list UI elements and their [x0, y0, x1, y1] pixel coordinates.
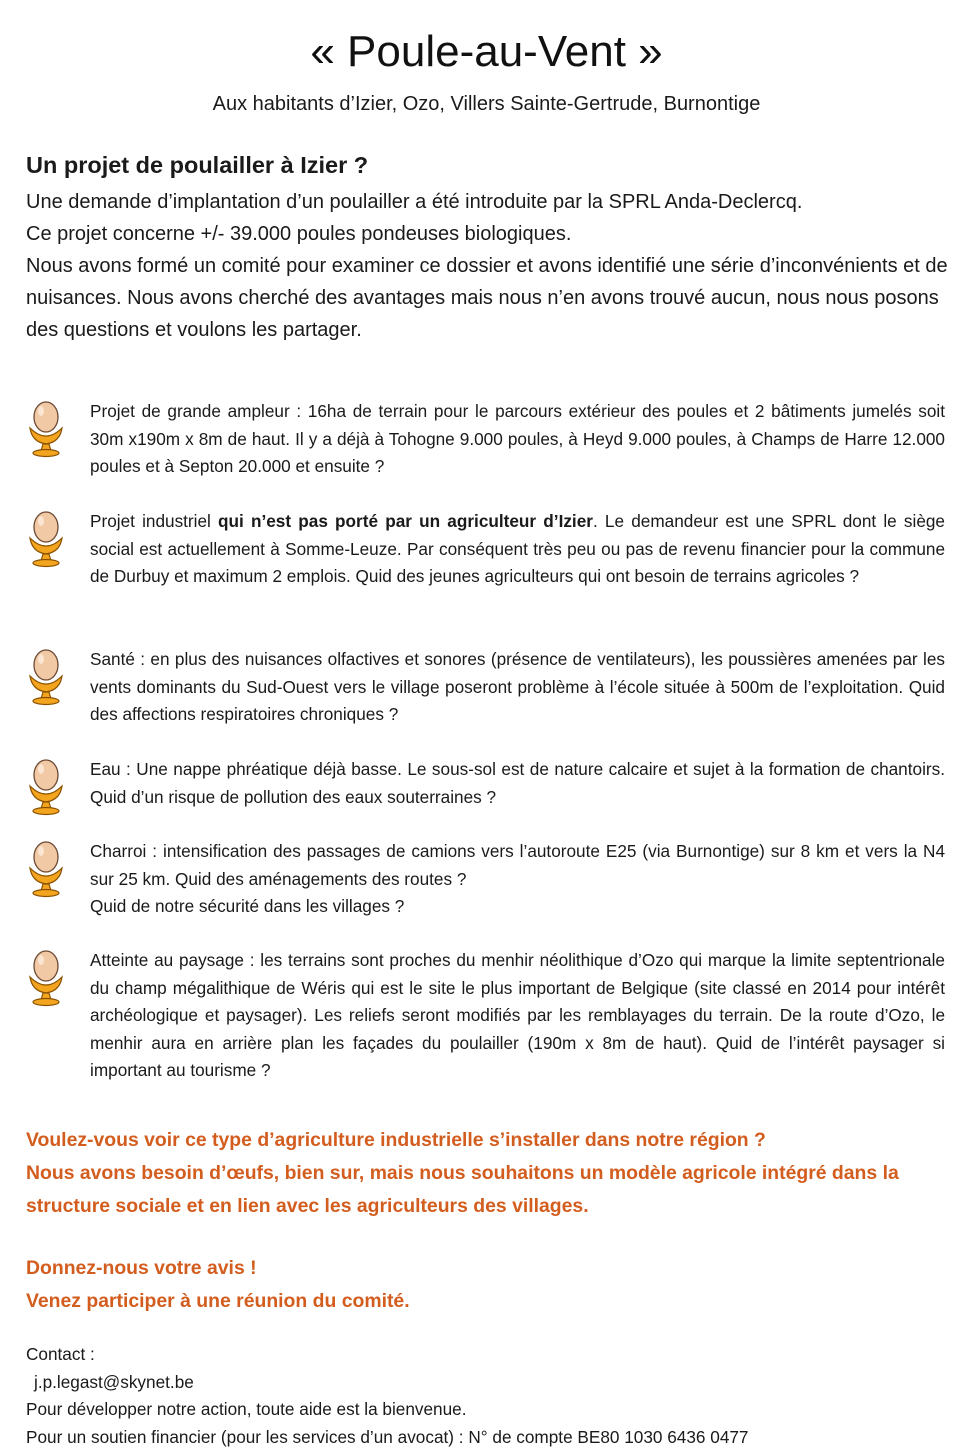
page-title: « Poule-au-Vent »	[0, 26, 973, 78]
concern-text	[90, 508, 945, 591]
egg-cup-icon	[24, 838, 68, 898]
page-subtitle: Aux habitants d’Izier, Ozo, Villers Sainte-Gertrude, Burnontige	[0, 91, 973, 117]
contact-label: Contact :	[26, 1341, 951, 1369]
contact-block	[26, 1341, 951, 1451]
callout-line: Venez participer à une réunion du comité.	[26, 1285, 951, 1318]
contact-account-text: Pour un soutien financier (pour les services d’un avocat) : N° de compte BE80 1030 6436 0477	[26, 1424, 951, 1451]
egg-cup-icon	[24, 947, 68, 1007]
concern-item-health	[24, 646, 949, 726]
concern-text-emphasis: qui n’est pas porté par un agriculteur d’Izier	[218, 511, 593, 531]
callout-line: Voulez-vous voir ce type d’agriculture industrielle s’installer dans notre région ?	[26, 1124, 951, 1157]
callout-line: Nous avons besoin d’œufs, bien sur, mais nous souhaitons un modèle agricole intégré dans la structure sociale et en lien avec les agriculteurs des villages.	[26, 1157, 951, 1223]
contact-email-link[interactable]: j.p.legast@skynet.be	[34, 1369, 951, 1397]
concern-text: Projet de grande ampleur : 16ha de terrain pour le parcours extérieur des poules et 2 bâtiments jumelés soit 30m x190m x 8m de haut. Il y a déjà à Tohogne 9.000 poules, à Heyd 9.000 poules, à Champs de Harre 12.000 poules et à Septon 20.000 et ensuite ?	[90, 398, 945, 481]
concern-text-line: Quid de notre sécurité dans les villages ?	[90, 893, 945, 921]
intro-paragraph-1: Une demande d’implantation d’un poulailler a été introduite par la SPRL Anda-Declercq.	[26, 186, 951, 218]
concern-text: Eau : Une nappe phréatique déjà basse. Le sous-sol est de nature calcaire et sujet à la formation de chantoirs. Quid d’un risque de pollution des eaux souterraines ?	[90, 756, 945, 811]
intro-text	[26, 186, 951, 346]
callout-question	[26, 1124, 951, 1223]
section-heading: Un projet de poulailler à Izier ?	[26, 150, 368, 180]
callout-line: Donnez-nous votre avis !	[26, 1252, 951, 1285]
contact-line	[26, 1341, 951, 1396]
concern-text: Santé : en plus des nuisances olfactives et sonores (présence de ventilateurs), les poussières amenées par les vents dominants du Sud-Ouest vers le village poseront problème à l’école située à 500m de l’exploitation. Quid des affections respiratoires chroniques ?	[90, 646, 945, 729]
egg-cup-icon	[24, 756, 68, 816]
intro-paragraph-2: Ce projet concerne +/- 39.000 poules pondeuses biologiques.	[26, 218, 951, 250]
concern-item-scale	[24, 398, 949, 478]
egg-cup-icon	[24, 508, 68, 568]
callout-action	[26, 1252, 951, 1318]
egg-cup-icon	[24, 398, 68, 458]
concern-text-line: Charroi : intensification des passages de camions vers l’autoroute E25 (via Burnontige) sur 8 km et vers la N4 sur 25 km. Quid des aménagements des routes ?	[90, 838, 945, 893]
concern-text-start: Projet industriel	[90, 511, 218, 531]
concern-item-landscape	[24, 947, 949, 1027]
concern-text: Atteinte au paysage : les terrains sont proches du menhir néolithique d’Ozo qui marque la limite septentrionale du champ mégalithique de Wéris qui est le site le plus important de Belgique (site classé en 2014 pour intérêt archéologique et paysager). Les reliefs seront modifiés par les remblayages du terrain. De la route d’Ozo, le menhir aura en arrière plan les façades du poulailler (190m x 8m de haut). Quid de l’intérêt paysager si important au tourisme ?	[90, 947, 945, 1085]
concern-text	[90, 838, 945, 921]
egg-cup-icon	[24, 646, 68, 706]
intro-paragraph-3: Nous avons formé un comité pour examiner ce dossier et avons identifié une série d’inconvénients et de nuisances. Nous avons cherché des avantages mais nous n’en avons trouvé aucun, nous nous posons des questions et voulons les partager.	[26, 250, 951, 346]
concern-item-traffic	[24, 838, 949, 918]
concern-item-water	[24, 756, 949, 836]
concern-text-end: . Le demandeur est une SPRL dont le siège social est actuellement à Somme-Leuze. Par conséquent très peu ou pas de revenu financier pour la commune de Durbuy et maximum 2 emplois. Quid des jeunes agriculteurs qui ont besoin de terrains agricoles ?	[90, 511, 945, 586]
concern-item-industrial	[24, 508, 949, 588]
contact-help-text: Pour développer notre action, toute aide est la bienvenue.	[26, 1396, 951, 1424]
